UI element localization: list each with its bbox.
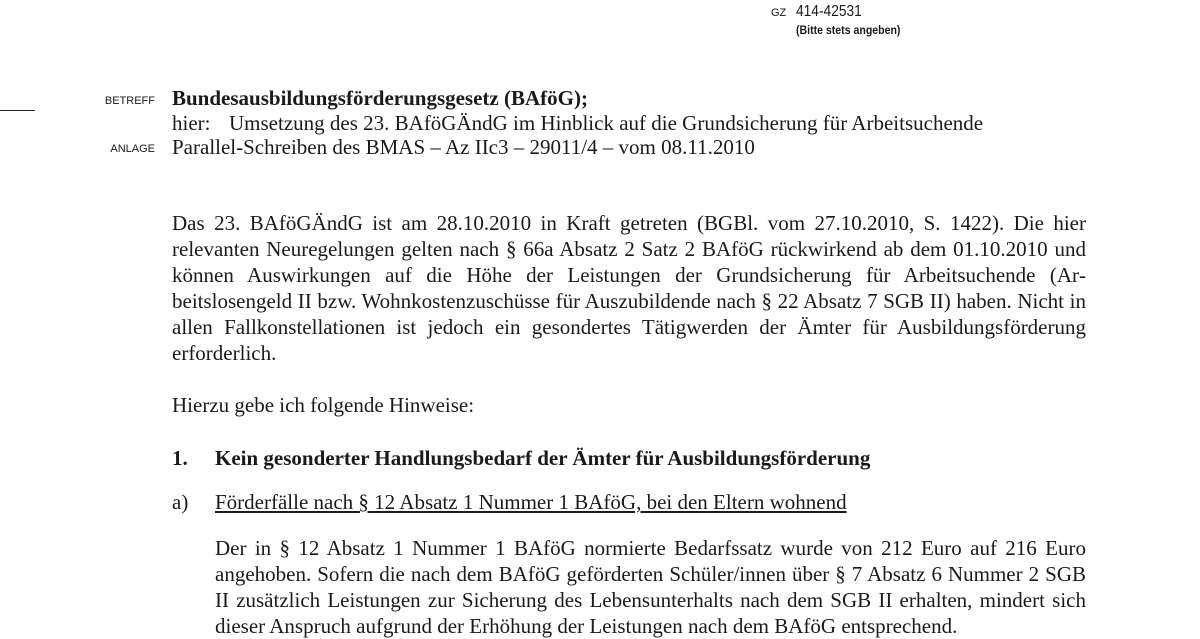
section-number: 1. bbox=[172, 446, 188, 470]
subject-hier-line bbox=[172, 111, 983, 136]
anlage-label: ANLAGE bbox=[110, 143, 155, 155]
subsection-title: Förderfälle nach § 12 Absatz 1 Nummer 1 BAföG, bei den Eltern wohnend bbox=[215, 490, 847, 514]
section-heading-1 bbox=[172, 446, 870, 471]
subject-block bbox=[172, 86, 983, 160]
hier-text: Umsetzung des 23. BAföGÄndG im Hinblick auf die Grundsicherung für Arbeitsuchende bbox=[229, 110, 984, 135]
subject-title: Bundesausbildungsförderungsgesetz (BAföG); bbox=[172, 86, 588, 110]
fold-mark-line bbox=[0, 110, 35, 111]
body-text bbox=[172, 210, 1086, 418]
gz-reference-number: 414-42531 bbox=[796, 3, 862, 20]
gz-label: GZ bbox=[771, 7, 787, 19]
paragraph-intro: Das 23. BAföGÄndG ist am 28.10.2010 in Kraft getreten (BGBl. vom 27.10.2010, S. 1422). Die hier relevanten Neuregelungen gelten nach § 66a Absatz 2 Satz 2 BAföG rückwirkend ab dem 01.10.2010 und können Auswirkungen auf die Höhe der Leistungen der Grundsicherung für Arbeitsuchende (Arbeitslosengeld II bzw. Wohnkostenzuschüsse für Auszubildende nach § 22 Absatz 7 SGB II) haben. Nicht in allen Fallkonstellationen ist jedoch ein gesondertes Tätigwerden der Ämter für Ausbildungsförderung erforderlich. bbox=[172, 211, 1086, 365]
subsection-heading-a bbox=[172, 490, 847, 515]
anlage-text: Parallel-Schreiben des BMAS – Az IIc3 – 29011/4 – vom 08.11.2010 bbox=[172, 135, 755, 159]
hier-label: hier: bbox=[172, 110, 211, 135]
gz-note: (Bitte stets angeben) bbox=[796, 23, 901, 37]
paragraph-hinweise: Hierzu gebe ich folgende Hinweise: bbox=[172, 393, 475, 417]
section-title: Kein gesonderter Handlungsbedarf der Ämter für Ausbildungsförderung bbox=[215, 446, 871, 470]
subsection-a-body bbox=[215, 535, 1086, 639]
paragraph-bedarfssatz: Der in § 12 Absatz 1 Nummer 1 BAföG normierte Bedarfssatz wurde von 212 Euro auf 216 Euro angehoben. Sofern die nach dem BAföG geförderten Schüler/innen über § 7 Absatz 6 Nummer 2 SGB II zusätzlich Leistungen zur Sicherung des Lebensunterhalts nach dem SGB II erhalten, mindert sich dieser Anspruch aufgrund der Erhöhung der Leistungen nach dem BAföG entsprechend. bbox=[215, 536, 1086, 638]
betreff-label: BETREFF bbox=[104, 95, 155, 107]
subsection-number: a) bbox=[172, 490, 189, 514]
